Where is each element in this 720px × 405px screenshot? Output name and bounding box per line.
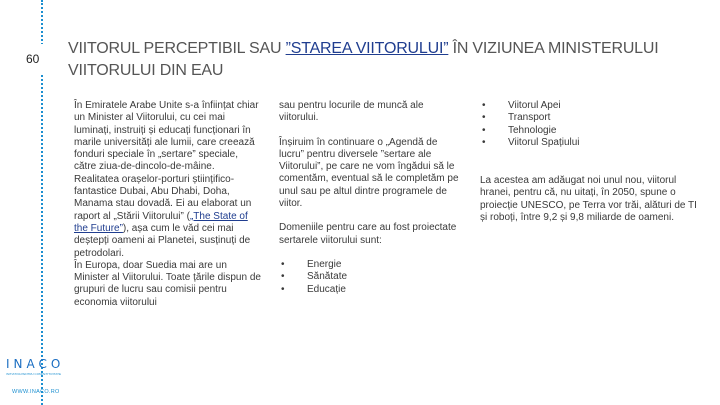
text-column-1 [74, 100, 262, 309]
list-item: • Viitorul Apei [480, 100, 705, 112]
website-link[interactable]: WWW.INACO.RO [12, 389, 60, 395]
page-title [68, 38, 708, 82]
paragraph: În Europa, doar Suedia mai are un Minister al Viitorului. Toate țările dispun de grupuri de lucru sau comisii pentru economia viitorului [74, 259, 261, 308]
title-part-2: ÎN VIZIUNEA MINISTERULUI VIITORULUI DIN EAU [68, 40, 659, 79]
logo-tagline: INITIATIVA PENTRU COMPETITIVITATE [6, 372, 61, 376]
list-item: • Educație [279, 284, 459, 296]
title-part-1: VIITORUL PERCEPTIBIL SAU [68, 40, 286, 57]
list-item: • Viitorul Spațiului [480, 137, 705, 149]
text-column-2 [279, 100, 459, 296]
paragraph: La acestea am adăugat noi unul nou, viitorul hranei, pentru că, nu uitați, în 2050, spune o proiecție UNESCO, pe Terra vor trăi, alături de TI și roboți, între 9,2 și 9,8 miliarde de oameni. [480, 175, 697, 224]
logo-wordmark: INACO [6, 357, 65, 371]
paragraph: Înșiruim în continuare o „Agendă de lucru” pentru diversele ”sertare ale Viitorului”, pe care ne vom îngădui să le comentăm, eventual să le completăm pe unul sau pe altul dintre programele de viitor. [279, 136, 459, 210]
paragraph-text: ), așa cum le văd cei mai deștepți oameni ai Planetei, susținuți de petrodolari. [74, 222, 251, 259]
page-number: 60 [0, 44, 60, 74]
list-item: • Sănătate [279, 271, 459, 283]
text-column-3 [480, 100, 705, 224]
list-item: • Transport [480, 112, 705, 124]
state-of-the-future-link[interactable]: „The State of the Future” [74, 210, 248, 234]
list-item: • Energie [279, 259, 459, 271]
paragraph-text: În Emiratele Arabe Unite s-a înființat chiar un Minister al Viitorului, cu cei mai luminați, instruiți și educați funcționari în marile universități ale lumii, care creează fonduri speciale în „sertare” speciale, către ziua-de-dincolo-de-mâine. Realitatea orașelor-porturi științifico-fantastice Dubai, Abu Dhabi, Doha, Manama stau dovadă. Ei au elaborat un raport al „Stării Viitorului” ( [74, 100, 259, 222]
paragraph: sau pentru locurile de muncă ale viitorului. [279, 100, 424, 124]
list-item: • Tehnologie [480, 125, 705, 137]
domain-list [279, 259, 459, 296]
inaco-logo [6, 357, 76, 376]
paragraph [74, 100, 262, 260]
domain-list-continued [480, 100, 705, 149]
sidebar [0, 0, 60, 405]
title-highlight-link[interactable]: ”STAREA VIITORULUI” [285, 40, 449, 57]
paragraph: Domeniile pentru care au fost proiectate sertarele viitorului sunt: [279, 222, 457, 246]
